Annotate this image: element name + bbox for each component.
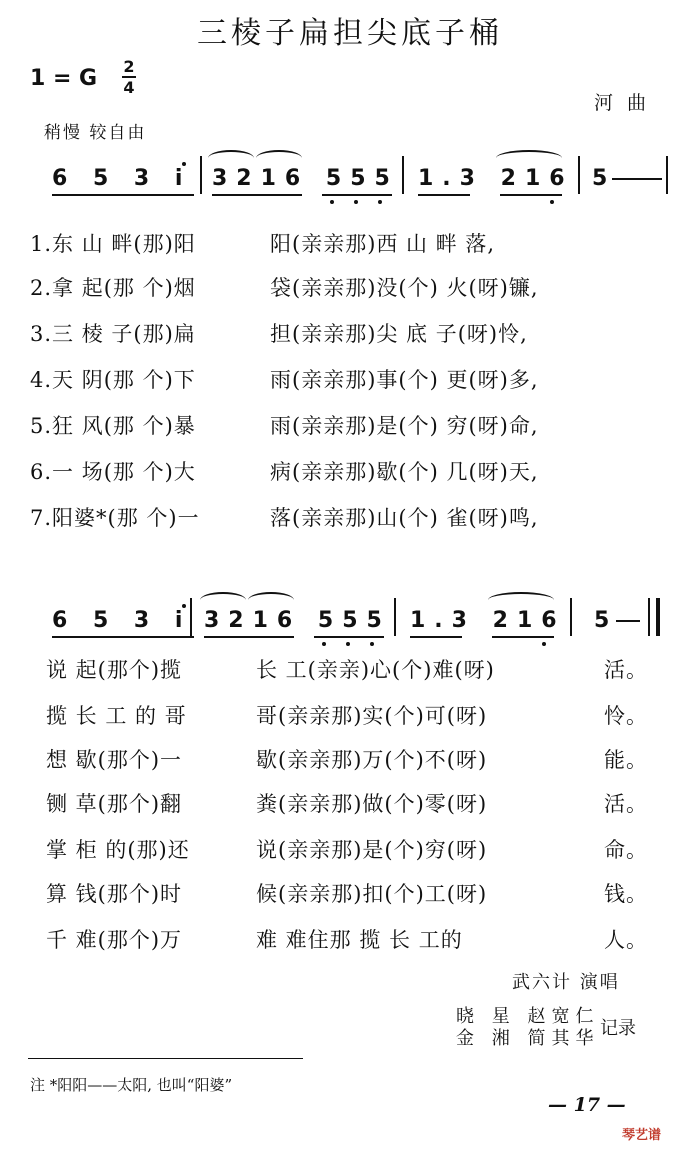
slur <box>248 592 294 608</box>
lyric-line-12a: 掌 柜 的(那)还 <box>46 838 190 862</box>
measure-1: 6 5 3 i <box>52 166 192 191</box>
lyric-line-12c: 命。 <box>604 838 648 862</box>
lyric-line-1a: 1.东 山 畔(那)阳 <box>30 232 196 256</box>
beam <box>492 636 554 638</box>
measure-2: 3216 555 <box>204 608 391 633</box>
low-octave-dot <box>330 200 334 204</box>
lyric-line-3a: 3.三 棱 子(那)扁 <box>30 322 196 346</box>
beam <box>52 194 194 196</box>
lyric-line-2a: 2.拿 起(那 个)烟 <box>30 276 196 300</box>
lyric-line-13c: 钱。 <box>604 882 648 906</box>
lyric-line-12b: 说(亲亲那)是(个)穷(呀) <box>256 838 488 862</box>
measure-2: 3216 555 <box>212 166 399 191</box>
slur <box>488 592 554 608</box>
barline <box>394 598 396 636</box>
notation-line-2 <box>40 590 680 650</box>
lyric-line-7b: 落(亲亲那)山(个) 雀(呀)鸣, <box>270 506 539 530</box>
low-octave-dot <box>542 642 546 646</box>
beam <box>212 194 302 196</box>
final-barline-thin <box>648 598 650 636</box>
lyric-line-8b: 长 工(亲亲)心(个)难(呀) <box>256 658 495 682</box>
beam <box>52 636 194 638</box>
lyric-line-10a: 想 歇(那个)一 <box>46 748 183 772</box>
barline <box>578 156 580 194</box>
low-octave-dot <box>370 642 374 646</box>
lyric-line-9b: 哥(亲亲那)实(个)可(呀) <box>256 704 488 728</box>
song-title: 三棱子扁担尖底子桶 <box>197 16 503 51</box>
lyric-line-10c: 能。 <box>604 748 648 772</box>
low-octave-dot <box>354 200 358 204</box>
tempo-marking: 稍慢 较自由 <box>44 123 147 143</box>
barline <box>190 598 192 636</box>
lyric-line-11a: 铡 草(那个)翻 <box>46 792 183 816</box>
sustain-dash <box>612 178 662 180</box>
measure-3: 1.3 216 <box>410 608 566 633</box>
lyric-line-8a: 说 起(那个)揽 <box>46 658 183 682</box>
beam <box>314 636 384 638</box>
lyric-line-8c: 活。 <box>604 658 648 682</box>
barline <box>200 156 202 194</box>
lyric-line-3b: 担(亲亲那)尖 底 子(呀)怜, <box>270 322 528 346</box>
lyric-line-14c: 人。 <box>604 928 648 952</box>
beam <box>204 636 294 638</box>
recorded-label: 记录 <box>600 1018 636 1039</box>
barline <box>666 156 668 194</box>
lyric-line-11c: 活。 <box>604 792 648 816</box>
beam <box>500 194 562 196</box>
low-octave-dot <box>346 642 350 646</box>
high-octave-dot <box>182 604 186 608</box>
low-octave-dot <box>378 200 382 204</box>
barline <box>570 598 572 636</box>
measure-4: 5 <box>594 608 619 633</box>
lyric-line-13a: 算 钱(那个)时 <box>46 882 183 906</box>
watermark-logo: 琴艺谱 <box>622 1128 662 1143</box>
lyric-line-4b: 雨(亲亲那)事(个) 更(呀)多, <box>270 368 539 392</box>
time-signature-bottom: 4 <box>123 78 135 97</box>
lyric-line-9a: 揽 长 工 的 哥 <box>46 704 187 728</box>
measure-3: 1.3 216 <box>418 166 574 191</box>
lyric-line-14a: 千 难(那个)万 <box>46 928 183 952</box>
lyric-line-13b: 候(亲亲那)扣(个)工(呀) <box>256 882 488 906</box>
high-octave-dot <box>182 162 186 166</box>
measure-1: 6 5 3 i <box>52 608 192 633</box>
notation-line-1 <box>40 148 680 208</box>
slur <box>496 150 562 166</box>
page-number: — 17 — <box>548 1094 626 1116</box>
sustain-dash <box>616 620 640 622</box>
footnote: 注 *阳阳——太阳, 也叫“阳婆” <box>30 1076 233 1094</box>
time-signature-top: 2 <box>123 57 135 76</box>
key-signature: 1 = G <box>30 66 98 91</box>
lyric-line-9c: 怜。 <box>604 704 648 728</box>
recorder-credit-2: 金 湘 简其华 <box>456 1028 600 1049</box>
final-barline-thick <box>656 598 660 636</box>
song-origin: 河曲 <box>594 92 661 114</box>
slur <box>200 592 246 608</box>
barline <box>402 156 404 194</box>
time-signature <box>122 58 136 96</box>
singer-credit: 武六计 演唱 <box>512 972 620 993</box>
lyric-line-1b: 阳(亲亲那)西 山 畔 落, <box>270 232 496 256</box>
lyric-line-14b: 难 难住那 揽 长 工的 <box>256 928 463 952</box>
beam <box>322 194 392 196</box>
slur <box>208 150 254 166</box>
lyric-line-5a: 5.狂 风(那 个)暴 <box>30 414 196 438</box>
beam <box>410 636 462 638</box>
recorder-credit-1: 晓 星 赵宽仁 <box>456 1006 600 1027</box>
lyric-line-7a: 7.阳婆*(那 个)一 <box>30 506 200 530</box>
lyric-line-6a: 6.一 场(那 个)大 <box>30 460 196 484</box>
lyric-line-4a: 4.天 阴(那 个)下 <box>30 368 196 392</box>
footnote-rule <box>28 1058 303 1059</box>
slur <box>256 150 302 166</box>
beam <box>418 194 470 196</box>
lyric-line-6b: 病(亲亲那)歇(个) 几(呀)天, <box>270 460 539 484</box>
low-octave-dot <box>550 200 554 204</box>
lyric-line-10b: 歇(亲亲那)万(个)不(呀) <box>256 748 488 772</box>
lyric-line-5b: 雨(亲亲那)是(个) 穷(呀)命, <box>270 414 539 438</box>
lyric-line-11b: 粪(亲亲那)做(个)零(呀) <box>256 792 488 816</box>
measure-4: 5 <box>592 166 617 191</box>
lyric-line-2b: 袋(亲亲那)没(个) 火(呀)镰, <box>270 276 539 300</box>
low-octave-dot <box>322 642 326 646</box>
